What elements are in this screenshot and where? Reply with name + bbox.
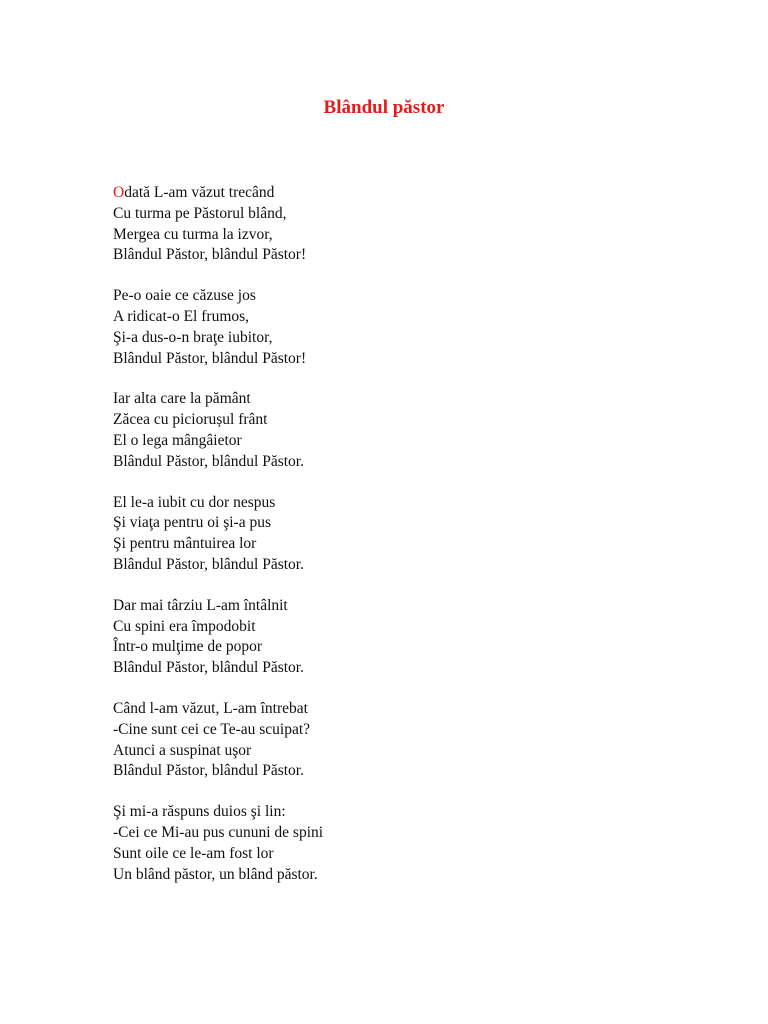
poem-line: Blândul Păstor, blândul Păstor. [113, 762, 304, 780]
poem-line: Un blând păstor, un blând păstor. [113, 865, 318, 883]
poem-line: Şi mi-a răspuns duios şi lin: [113, 803, 286, 821]
first-line-text: dată L-am văzut trecând [124, 184, 275, 201]
poem-line: Mergea cu turma la izvor, [113, 225, 273, 243]
poem-title: Blândul păstor [323, 97, 445, 118]
stanza-5 [113, 596, 673, 679]
poem-line: -Cine sunt cei ce Te-au scuipat? [113, 720, 311, 738]
drop-cap-letter: O [113, 184, 125, 201]
poem-line: A ridicat-o El frumos, [113, 307, 250, 325]
poem-line: Atunci a suspinat uşor [113, 741, 252, 759]
poem-line: El le-a iubit cu dor nespus [113, 493, 276, 511]
poem-line: Blândul Păstor, blândul Păstor! [113, 246, 307, 264]
poem-line: Blândul Păstor, blândul Păstor. [113, 452, 304, 470]
poem-line: Pe-o oaie ce căzuse jos [113, 287, 256, 305]
poem-line: Sunt oile ce le-am fost lor [113, 844, 274, 862]
stanza-3 [113, 389, 673, 472]
poem-line: Într-o mulţime de popor [113, 638, 263, 656]
poem-line: Blândul Păstor, blândul Păstor. [113, 555, 304, 573]
poem-line: Cu turma pe Păstorul blând, [113, 204, 287, 222]
stanza-1 [113, 183, 673, 266]
stanza-7 [113, 802, 673, 885]
poem-line: Zăcea cu piciorușul frânt [113, 411, 268, 429]
poem-line: Şi viaţa pentru oi şi-a pus [113, 514, 271, 532]
poem-line: Iar alta care la pământ [113, 390, 251, 408]
poem-line: Şi-a dus-o-n braţe iubitor, [113, 328, 273, 346]
poem-line [113, 183, 673, 204]
poem-line: Când l-am văzut, L-am întrebat [113, 699, 308, 717]
poem-line: El o lega mângâietor [113, 431, 242, 449]
poem-line: -Cei ce Mi-au pus cununi de spini [113, 823, 324, 841]
stanza-6 [113, 699, 673, 782]
poem-line: Dar mai târziu L-am întâlnit [113, 596, 288, 614]
stanza-4 [113, 493, 673, 576]
poem-line: Cu spini era împodobit [113, 617, 256, 635]
stanza-2 [113, 286, 673, 369]
poem-line: Blândul Păstor, blândul Păstor. [113, 659, 304, 677]
poem-line: Şi pentru mântuirea lor [113, 535, 257, 553]
poem-body [113, 183, 673, 905]
poem-line: Blândul Păstor, blândul Păstor! [113, 349, 307, 367]
